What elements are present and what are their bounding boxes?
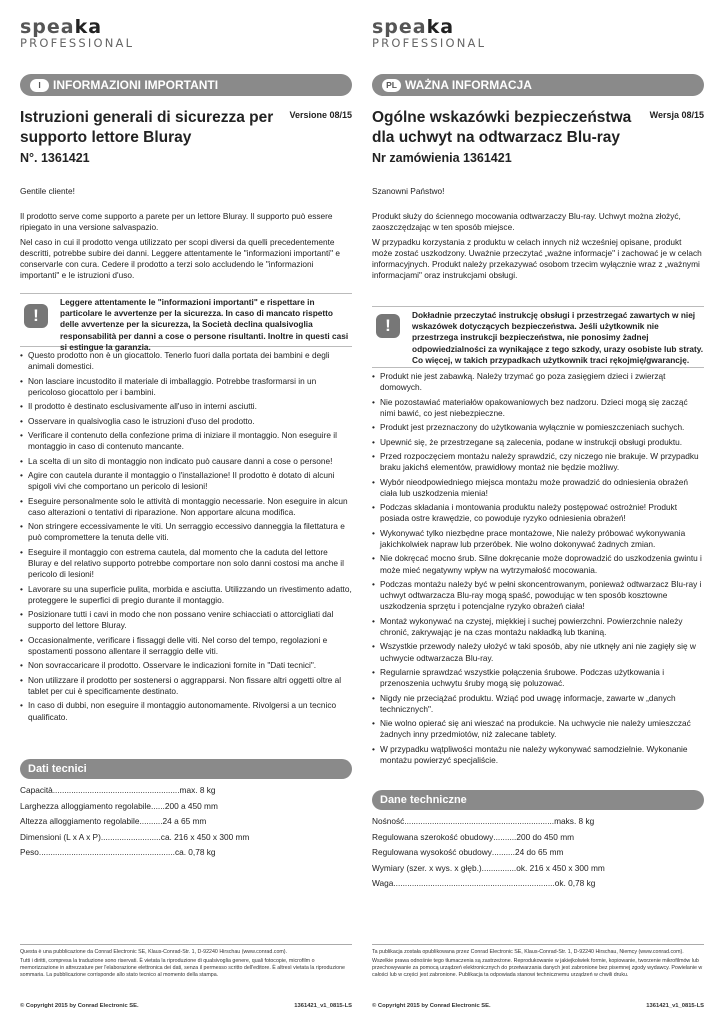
tech-row: Altezza alloggiamento regolabile .......... 24 a 65 mm bbox=[20, 816, 207, 827]
list-item: • Nie pozostawiać materiałów opakowaniowych bez nadzoru. Dzieci mogą się zacząć nimi bawić, co jest niebezpieczne. bbox=[372, 397, 704, 419]
tech-data-banner: Dane techniczne bbox=[372, 790, 704, 810]
warning-box bbox=[372, 306, 704, 368]
list-item: • Regularnie sprawdzać wszystkie połączenia śrubowe. Podczas użytkowania i przenoszenia uchwytu śruby mogą się poluzować. bbox=[372, 667, 704, 689]
warning-box bbox=[20, 293, 352, 352]
list-item: • Non utilizzare il prodotto per sostenersi o aggrapparsi. Non fissare altri oggetti oltre al tablet per cui è specificamente destinato. bbox=[20, 675, 352, 697]
tech-row: Larghezza alloggiamento regolabile ...... 200 a 450 mm bbox=[20, 800, 218, 811]
tech-row: Capacità ....................................................... max. 8 kg bbox=[20, 785, 216, 795]
document-code: 1361421_v1_0815-LS bbox=[646, 1003, 704, 1009]
list-item: • In caso di dubbi, non eseguire il montaggio autonomamente. Rivolgersi a un tecnico qualificato. bbox=[20, 700, 352, 722]
list-item: • Wykonywać tylko niezbędne prace montażowe, Nie należy próbować wykonywania jakichkolwiek napraw lub przeróbek. Nie wolno dokonywać żadnych zmian. bbox=[372, 528, 704, 550]
rights-note: Wszelkie prawa odnośnie tego tłumaczenia są zastrzeżone. Reprodukowanie w jakiejkolwiek formie, kopiowanie, tworzenie mikrofilmów lub przechowywanie za pomocą urządzeń elektronicznych do przetwarzania danych jest zabronione bez pisemnej zgody wydawcy. Powielanie w całości lub w części jest zabronione. Publikacja ta odpowiada stanowi technicznemu urządzeń w chwili druku. bbox=[372, 957, 703, 979]
intro-text bbox=[20, 186, 352, 284]
tech-row: Nośność ................................................................. maks. 8 kg bbox=[372, 816, 595, 826]
list-item: • Questo prodotto non è un giocattolo. Tenerlo fuori dalla portata dei bambini e degli animali domestici. bbox=[20, 350, 352, 372]
salutation: Szanowni Państwo! bbox=[372, 186, 445, 196]
intro-paragraph: Produkt służy do ściennego mocowania odtwarzaczy Blu-ray. Uchwyt można złożyć, zaoszczędzając w ten sposób miejsce. bbox=[372, 211, 681, 233]
list-item: • Eseguire personalmente solo le attività di montaggio necessarie. Non eseguire in alcun caso alterazioni o tentativi di riparazione. Non apportare alcuna modifica. bbox=[20, 496, 352, 518]
list-item: • Produkt jest przeznaczony do użytkowania wyłącznie w pomieszczeniach suchych. bbox=[372, 422, 704, 433]
logo-subtitle: PROFESSIONAL bbox=[372, 36, 487, 50]
tech-row: Dimensioni (L x A x P) .......................... ca. 216 x 450 x 300 mm bbox=[20, 831, 250, 842]
safety-bullet-list bbox=[372, 371, 704, 769]
list-item: • Posizionare tutti i cavi in modo che non possano venire schiacciati o attorcigliati dal supporto del lettore Bluray. bbox=[20, 609, 352, 631]
tech-data-banner: Dati tecnici bbox=[20, 759, 352, 779]
copyright-text: © Copyright 2015 by Conrad Electronic SE. bbox=[20, 1003, 139, 1009]
banner-title: WAŻNA INFORMACJA bbox=[405, 78, 532, 92]
list-item: • Podczas montażu należy być w pełni skoncentrowanym, ponieważ odtwarzacz Blu-ray i uchwyt odtwarzacza Blu-ray mogą spaść, powodując w ten sposób kosztowne uszkodzenia sprzętu i potencjalne ryzyko obrażeń ciała! bbox=[372, 579, 704, 613]
list-item: • Occasionalmente, verificare i fissaggi delle viti. Nel corso del tempo, regolazioni e spostamenti possono allentare il serraggio delle viti. bbox=[20, 635, 352, 657]
salutation: Gentile cliente! bbox=[20, 186, 75, 196]
version-label: Wersja 08/15 bbox=[649, 110, 704, 120]
warning-icon: ! bbox=[24, 304, 48, 328]
order-number: Nr zamówienia 1361421 bbox=[372, 151, 512, 165]
footer-legal bbox=[20, 944, 352, 981]
list-item: • Wszystkie przewody należy ułożyć w taki sposób, aby nie utknęły ani nie zagięły się w uchwycie odtwarzacza Blu-ray. bbox=[372, 641, 704, 663]
tech-row: Wymiary (szer. x wys. x głęb.) ............... ok. 216 x 450 x 300 mm bbox=[372, 862, 605, 873]
warning-text: Leggere attentamente le "informazioni importanti" e rispettare in particolare le avvertenze per la sicurezza. In caso di mancato rispetto delle avvertenze per la sicurezza, la Società declina qualsivoglia responsabilità per danni a cose o persone risultanti. Inoltre in questi casi si estingue la garanzia. bbox=[60, 297, 349, 352]
list-item: • Non sovraccaricare il prodotto. Osservare le indicazioni fornite in "Dati tecnici". bbox=[20, 660, 352, 671]
intro-paragraph: Il prodotto serve come supporto a parete per un lettore Bluray. Il supporto può essere ripiegato in una versione salvaspazio. bbox=[20, 211, 333, 233]
footer-legal bbox=[372, 944, 704, 981]
document-title: Ogólne wskazówki bezpieczeństwa dla uchwyt na odtwarzacz Blu-ray bbox=[372, 109, 632, 146]
language-badge: I bbox=[30, 79, 49, 92]
list-item: • Verificare il contenuto della confezione prima di iniziare il montaggio. Non eseguire il montaggio in caso di contenuto mancante. bbox=[20, 430, 352, 452]
tech-data-list bbox=[20, 783, 352, 861]
version-label: Versione 08/15 bbox=[289, 110, 352, 120]
rights-note: Tutti i diritti, compresa la traduzione sono riservati. È vietata la riproduzione di qualsivoglia genere, quali fotocopie, microfilm o memorizzazione in attrezzature per l'elaborazione elettronica dei dati, senza il permesso scritto dell'editore. È altresì vietata la riproduzione sommaria. La pubblicazione corrisponde allo stato tecnico al momento della stampa. bbox=[20, 957, 346, 979]
order-number: N°. 1361421 bbox=[20, 151, 90, 165]
list-item: • Non stringere eccessivamente le viti. Un serraggio eccessivo danneggia la filettatura e può compromettere la tenuta delle viti. bbox=[20, 521, 352, 543]
list-item: • Montaż wykonywać na czystej, miękkiej i suchej powierzchni. Powierzchnie należy chronić, zakrywając je na czas montażu nakładką lub tkaniną. bbox=[372, 616, 704, 638]
list-item: • Non lasciare incustodito il materiale di imballaggio. Potrebbe trasformarsi in un pericoloso giocattolo per i bambini. bbox=[20, 376, 352, 398]
list-item: • Podczas składania i montowania produktu należy postępować ostrożnie! Produkt posiada ostre krawędzie, co powoduje ryzyko odniesienia obrażeń! bbox=[372, 502, 704, 524]
tech-row: Waga ...................................................................... ok. 0,78 kg bbox=[372, 878, 596, 889]
speaka-logo bbox=[372, 18, 522, 52]
list-item: • Nigdy nie przeciążać produktu. Wziąć pod uwagę informacje, zawarte w „danych technicznych". bbox=[372, 693, 704, 715]
language-badge: PL bbox=[382, 79, 401, 92]
list-item: • Nie wolno opierać się ani wieszać na produkcie. Na uchwycie nie należy umieszczać żadnych inny przedmiotów, niż zalecane tablety. bbox=[372, 718, 704, 740]
tech-row: Regulowana szerokość obudowy .......... 200 do 450 mm bbox=[372, 831, 575, 842]
intro-paragraph: Nel caso in cui il prodotto venga utilizzato per scopi diversi da quelli precedentemente descritti, potrebbe subire dei danni. Leggere attentamente le "informazioni importanti" e conservarle con cura. Cedere il prodotto a terzi solo accludendo le "informazioni importanti" e le istruzioni d'uso. bbox=[20, 236, 340, 281]
tech-data-list bbox=[372, 814, 704, 892]
intro-paragraph: W przypadku korzystania z produktu w celach innych niż wcześniej opisane, produkt może zostać uszkodzony. Uważnie przeczytać „ważne informacje" i zachować je w celach informacyjnych. Produkt należy przekazywać osobom trzecim wyłącznie wraz z „ważnymi informacjami" oraz instrukcjami obsługi. bbox=[372, 236, 702, 281]
warning-text: Dokładnie przeczytać instrukcję obsługi i przestrzegać zawartych w niej wskazówek dotyczących bezpieczeństwa. Jeśli użytkownik nie przestrzega instrukcji bezpieczeństwa, nie ponosimy żadnej odpowiedzialności za wynikające z tego szkody, urazy osobiste lub straty. Co więcej, w takich przypadkach użytkownik traci rękojmię/gwarancję. bbox=[412, 310, 704, 365]
copyright-line bbox=[372, 1003, 704, 1009]
list-item: • Produkt nie jest zabawką. Należy trzymać go poza zasięgiem dzieci i zwierząt domowych. bbox=[372, 371, 704, 393]
list-item: • La scelta di un sito di montaggio non indicato può causare danni a cose o persone! bbox=[20, 456, 352, 467]
list-item: • Wybór nieodpowiedniego miejsca montażu może prowadzić do odniesienia obrażeń ciała lub uszkodzenia mienia! bbox=[372, 477, 704, 499]
list-item: • Nie dokręcać mocno śrub. Silne dokręcanie może doprowadzić do uszkodzenia gwintu i może mieć negatywny wpływ na wytrzymałość mocowania. bbox=[372, 553, 704, 575]
list-item: • W przypadku wątpliwości montażu nie należy wykonywać samodzielnie. Wykonanie montażu powierzyć specjaliście. bbox=[372, 744, 704, 766]
tech-row: Peso ........................................................... ca. 0,78 kg bbox=[20, 847, 216, 858]
list-item: • Agire con cautela durante il montaggio o l'installazione! Il prodotto è dotato di alcuni spigoli vivi che comportano un pericolo di lesioni! bbox=[20, 470, 352, 492]
tech-row: Regulowana wysokość obudowy .......... 24 do 65 mm bbox=[372, 847, 564, 858]
copyright-line bbox=[20, 1003, 352, 1009]
publisher-note: Questa è una pubblicazione da Conrad Electronic SE, Klaus-Conrad-Str. 1, D-92240 Hirschau (www.conrad.com). bbox=[20, 949, 288, 955]
intro-text bbox=[372, 186, 704, 284]
banner-title: INFORMAZIONI IMPORTANTI bbox=[53, 78, 219, 92]
logo-wordmark: speaka bbox=[372, 16, 455, 38]
safety-bullet-list bbox=[20, 350, 352, 726]
section-banner bbox=[372, 74, 704, 96]
document-title: Istruzioni generali di sicurezza per supporto lettore Bluray bbox=[20, 109, 274, 146]
list-item: • Osservare in qualsivoglia caso le istruzioni d'uso del prodotto. bbox=[20, 416, 352, 427]
document-code: 1361421_v1_0815-LS bbox=[294, 1003, 352, 1009]
logo-subtitle: PROFESSIONAL bbox=[20, 36, 135, 50]
list-item: • Lavorare su una superficie pulita, morbida e asciutta. Utilizzando un rivestimento adatto, proteggere le superfici di pregio durante il montaggio. bbox=[20, 584, 352, 606]
section-banner bbox=[20, 74, 352, 96]
list-item: • Przed rozpoczęciem montażu należy sprawdzić, czy niczego nie brakuje. W przypadku braku jakichś elementów, prawidłowy montaż nie będzie możliwy. bbox=[372, 451, 704, 473]
warning-icon: ! bbox=[376, 314, 400, 338]
list-item: • Eseguire il montaggio con estrema cautela, dal momento che la caduta del lettore Bluray e del relativo supporto potrebbe comportare non solo danni costosi ma anche il pericolo di lesioni! bbox=[20, 547, 352, 581]
list-item: • Upewnić się, że przestrzegane są zalecenia, podane w instrukcji obsługi produktu. bbox=[372, 437, 704, 448]
copyright-text: © Copyright 2015 by Conrad Electronic SE. bbox=[372, 1003, 491, 1009]
list-item: • Il prodotto è destinato esclusivamente all'uso in interni asciutti. bbox=[20, 401, 352, 412]
logo-wordmark: speaka bbox=[20, 16, 103, 38]
publisher-note: Ta publikacja została opublikowana przez Conrad Electronic SE, Klaus-Conrad-Str. 1, D-92240 Hirschau, Niemcy (www.conrad.com). bbox=[372, 949, 684, 955]
speaka-logo bbox=[20, 18, 170, 52]
